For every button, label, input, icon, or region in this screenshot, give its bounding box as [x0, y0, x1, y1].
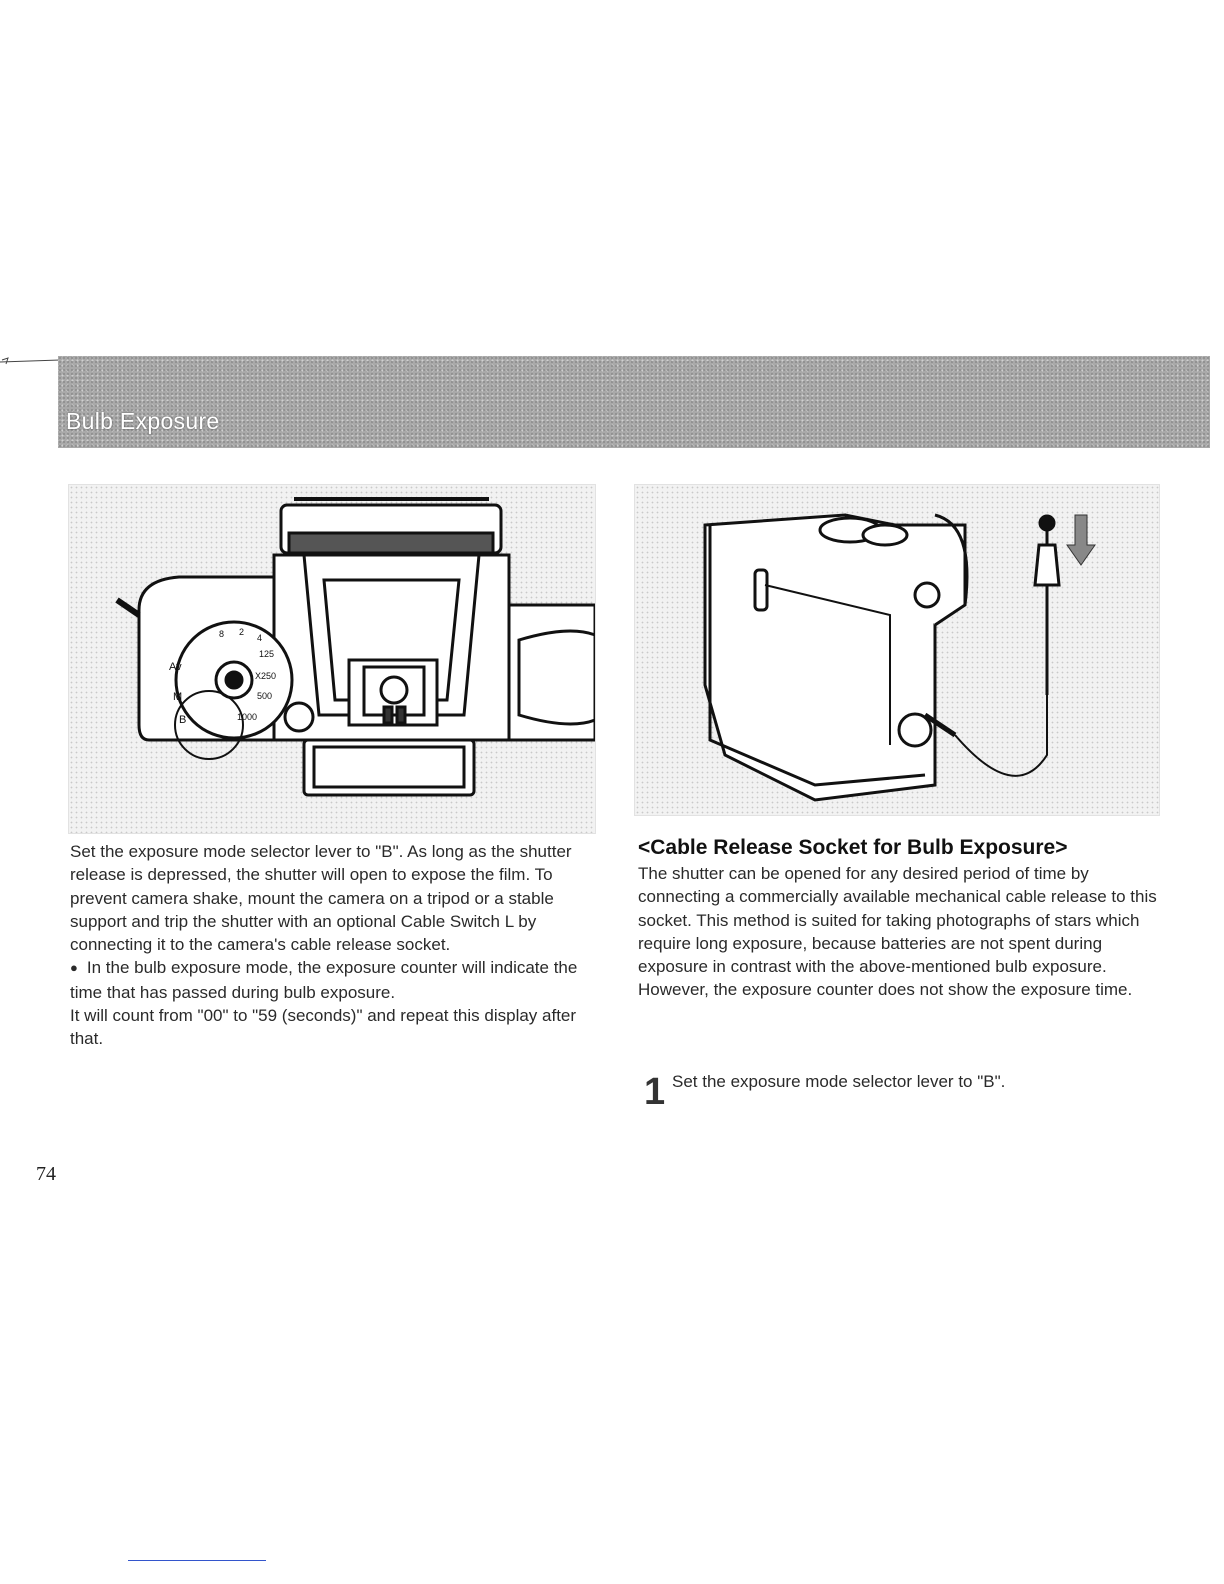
footer-rule — [128, 1560, 266, 1561]
dial-label-8: 8 — [219, 629, 225, 639]
bullet-text: In the bulb exposure mode, the exposure counter will indicate the time that has passed during bulb exposure. — [70, 958, 578, 1002]
section-banner — [58, 356, 1210, 448]
camera-top-view-drawing — [69, 485, 595, 833]
dial-label-125: 125 — [259, 649, 275, 659]
section-heading: <Cable Release Socket for Bulb Exposure> — [638, 836, 1068, 859]
page-number: 74 — [36, 1163, 56, 1185]
left-column-text — [70, 840, 598, 1051]
bulb-counter-bullet — [70, 956, 598, 1004]
bulb-counter-continuation: It will count from "00" to "59 (seconds)" and repeat this display after that. — [70, 1006, 577, 1049]
step-text: Set the exposure mode selector lever to "B". — [672, 1072, 1006, 1091]
cable-release-arrow-icon — [1067, 515, 1095, 565]
dial-label-av: Av — [169, 661, 182, 673]
crop-mark-icon — [0, 356, 60, 370]
cable-release-illustration — [634, 484, 1160, 816]
dial-label-4: 4 — [257, 633, 263, 643]
dial-label-1000: 1000 — [237, 712, 258, 722]
cable-release-paragraph: The shutter can be opened for any desired period of time by connecting a commercially available mechanical cable release to this socket. This method is suited for taking photographs of stars which require long exposure, because batteries are not spent during exposure in contrast with the above-mentioned bulb exposure. However, the exposure counter does not show the exposure time. — [638, 864, 1157, 1000]
dial-label-m: M — [173, 691, 183, 703]
step-number: 1 — [644, 1071, 666, 1113]
dial-label-2: 2 — [239, 627, 245, 637]
dial-label-x250: X250 — [255, 671, 277, 681]
camera-top-view-illustration — [68, 484, 596, 834]
dial-label-b: B — [179, 714, 187, 726]
cable-release-drawing — [635, 485, 1159, 815]
bulb-instructions-paragraph: Set the exposure mode selector lever to "B". As long as the shutter release is depressed, the shutter will open to expose the film. To prevent camera shake, mount the camera on a tripod or a stable support and trip the shutter with an optional Cable Switch L by connecting it to the camera's cable release socket. — [70, 842, 572, 955]
dial-label-500: 500 — [257, 691, 273, 701]
page-title: Bulb Exposure — [66, 408, 220, 434]
